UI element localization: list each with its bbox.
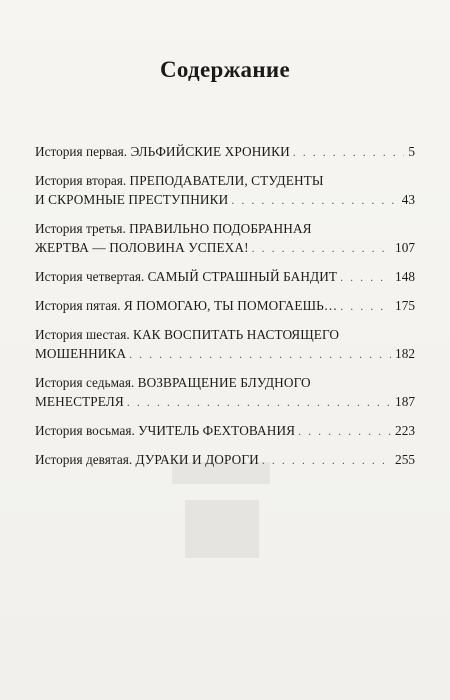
dot-leader <box>262 451 391 470</box>
toc-entry-title: КАК ВОСПИТАТЬ НАСТОЯЩЕГО <box>133 327 340 342</box>
toc-entry-line <box>35 421 415 441</box>
toc-page-number: 255 <box>395 452 415 467</box>
toc-entry-line <box>35 373 415 392</box>
toc-entry-title: САМЫЙ СТРАШНЫЙ БАНДИТ <box>147 269 338 284</box>
toc-entry-title: УЧИТЕЛЬ ФЕХТОВАНИЯ <box>138 423 296 438</box>
toc-entry-prefix: История вторая. <box>35 173 130 188</box>
dot-leader <box>293 143 405 162</box>
toc-entry-prefix: История четвертая. <box>35 269 148 284</box>
toc-entry-line <box>35 450 415 470</box>
toc-entry <box>35 296 415 316</box>
toc-entry-title: МЕНЕСТРЕЛЯ <box>35 394 124 409</box>
dot-leader <box>231 191 397 210</box>
toc-page-number: 43 <box>401 192 415 207</box>
dot-leader <box>129 345 391 364</box>
toc-page-number: 223 <box>395 423 415 438</box>
toc-entry-title: ДУРАКИ И ДОРОГИ <box>135 452 259 467</box>
dot-leader <box>127 393 391 412</box>
toc-entry-line <box>35 190 415 210</box>
toc-entry-title: ПРАВИЛЬНО ПОДОБРАННАЯ <box>129 221 312 236</box>
toc-entry <box>35 142 415 162</box>
toc-entry-prefix: История восьмая. <box>35 423 139 438</box>
toc-page-number: 107 <box>395 240 415 255</box>
toc-page-number: 175 <box>395 298 415 313</box>
toc-entry-title: ПРЕПОДАВАТЕЛИ, СТУДЕНТЫ <box>129 173 324 188</box>
toc-entry-prefix: История шестая. <box>35 327 134 342</box>
dot-leader <box>298 422 391 441</box>
toc-entry <box>35 450 415 470</box>
toc-entry-title: ЭЛЬФИЙСКИЕ ХРОНИКИ <box>130 144 290 159</box>
toc-page-number: 182 <box>395 346 415 361</box>
toc-entry <box>35 421 415 441</box>
toc-entry-prefix: История третья. <box>35 221 130 236</box>
dot-leader <box>340 297 391 316</box>
toc-entry-title: МОШЕННИКА <box>35 346 127 361</box>
toc-entry-line <box>35 171 415 190</box>
toc-entry-prefix: История седьмая. <box>35 375 138 390</box>
toc-entry-prefix: История девятая. <box>35 452 136 467</box>
toc-entry-line <box>35 296 415 316</box>
toc-page-number: 148 <box>395 269 415 284</box>
toc-entry-title: И СКРОМНЫЕ ПРЕСТУПНИКИ <box>35 192 229 207</box>
toc-entry-line <box>35 267 415 287</box>
toc-entry <box>35 373 415 412</box>
toc-entry-prefix: История пятая. <box>35 298 124 313</box>
toc-entry-line <box>35 392 415 412</box>
table-of-contents <box>35 142 415 479</box>
page-title: Содержание <box>160 57 290 83</box>
toc-entry-line <box>35 325 415 344</box>
toc-entry-line <box>35 238 415 258</box>
toc-entry-title: Я ПОМОГАЮ, ТЫ ПОМОГАЕШЬ… <box>123 298 338 313</box>
toc-entry-line <box>35 219 415 238</box>
dot-leader <box>252 239 391 258</box>
toc-page-number: 187 <box>395 394 415 409</box>
toc-entry-line <box>35 344 415 364</box>
show-through-barcode <box>185 500 259 558</box>
toc-entry <box>35 171 415 210</box>
toc-entry-title: ЖЕРТВА — ПОЛОВИНА УСПЕХА! <box>35 240 249 255</box>
toc-entry-title: ВОЗВРАЩЕНИЕ БЛУДНОГО <box>137 375 311 390</box>
toc-entry <box>35 325 415 364</box>
dot-leader <box>340 268 391 287</box>
toc-page-number: 5 <box>408 144 415 159</box>
toc-entry <box>35 267 415 287</box>
toc-entry <box>35 219 415 258</box>
toc-entry-line <box>35 142 415 162</box>
toc-entry-prefix: История первая. <box>35 144 131 159</box>
